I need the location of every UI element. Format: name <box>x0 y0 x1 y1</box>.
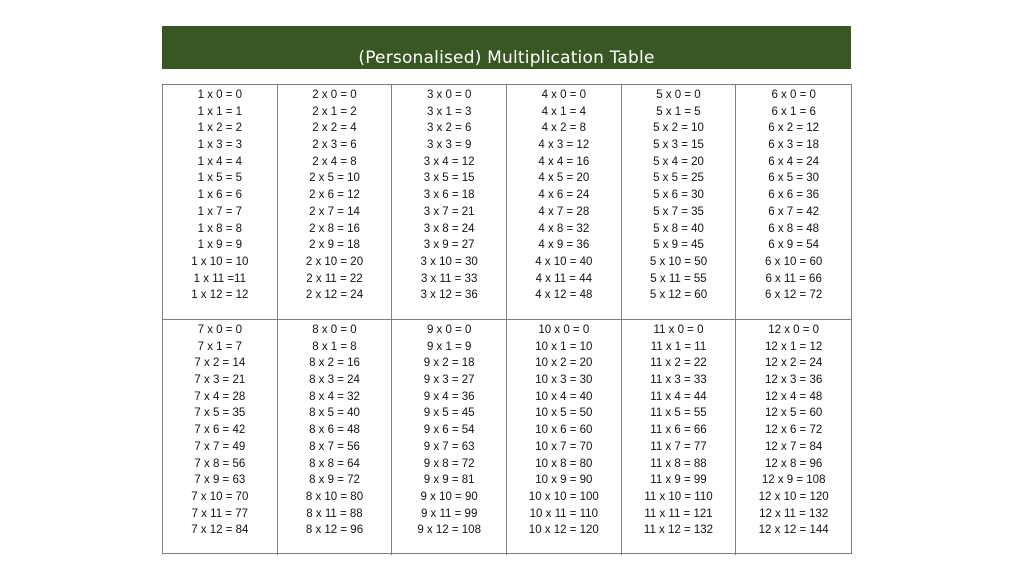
equation-line: 1 x 10 = 10 <box>191 255 249 268</box>
equation-line: 3 x 0 = 0 <box>426 89 472 101</box>
equation-line: 12 x 5 = 60 <box>765 407 823 420</box>
equation-line: 9 x 7 = 63 <box>423 440 475 453</box>
equation-line: 7 x 7 = 49 <box>194 440 246 453</box>
equation-line: 3 x 7 = 21 <box>423 205 475 218</box>
equation-line: 12 x 6 = 72 <box>765 424 823 437</box>
equation-line: 7 x 1 = 7 <box>197 340 243 353</box>
equation-line: 9 x 9 = 81 <box>423 474 475 487</box>
equation-line: 4 x 6 = 24 <box>538 189 590 202</box>
equation-line: 4 x 3 = 12 <box>538 139 590 152</box>
equation-line: 11 x 2 = 22 <box>650 357 707 370</box>
equation-line: 10 x 8 = 80 <box>535 457 593 470</box>
equation-line: 5 x 9 = 45 <box>653 239 704 252</box>
equation-line: 4 x 12 = 48 <box>535 289 593 302</box>
equation-line: 10 x 1 = 10 <box>535 340 593 353</box>
equation-line: 7 x 8 = 56 <box>194 457 246 470</box>
equation-line: 4 x 0 = 0 <box>541 89 587 101</box>
equation-line: 10 x 7 = 70 <box>535 440 593 453</box>
equation-line: 12 x 12 = 144 <box>758 524 829 537</box>
equation-line: 12 x 9 = 108 <box>761 474 826 487</box>
equation-line: 3 x 5 = 15 <box>423 172 475 185</box>
equation-line: 6 x 11 = 66 <box>765 272 822 285</box>
times-table-9 <box>392 320 507 555</box>
equation-line: 8 x 6 = 48 <box>309 424 360 437</box>
equation-line: 9 x 11 = 99 <box>420 507 478 520</box>
equation-line: 7 x 9 = 63 <box>194 474 246 487</box>
times-table-12 <box>736 320 851 555</box>
equation-line: 9 x 6 = 54 <box>423 424 475 437</box>
equation-line: 8 x 8 = 64 <box>309 457 360 470</box>
equation-line: 2 x 0 = 0 <box>312 89 357 101</box>
equation-line: 6 x 6 = 36 <box>768 189 820 202</box>
times-table-5 <box>622 85 737 320</box>
equation-line: 10 x 3 = 30 <box>535 374 593 387</box>
equation-line: 1 x 4 = 4 <box>197 155 243 168</box>
equation-line: 12 x 4 = 48 <box>765 390 823 403</box>
equation-line: 2 x 9 = 18 <box>309 239 360 252</box>
equation-line: 4 x 7 = 28 <box>538 205 590 218</box>
equation-line: 10 x 9 = 90 <box>535 474 593 487</box>
equation-line: 6 x 1 = 6 <box>771 105 816 118</box>
equation-line: 9 x 1 = 9 <box>426 340 472 353</box>
equation-line: 8 x 2 = 16 <box>309 357 360 370</box>
equation-line: 6 x 10 = 60 <box>765 255 823 268</box>
equation-line: 1 x 11 =11 <box>193 272 246 285</box>
equation-line: 5 x 11 = 55 <box>650 272 707 285</box>
equation-line: 4 x 2 = 8 <box>541 122 587 135</box>
equation-line: 1 x 2 = 2 <box>197 122 243 135</box>
equation-line: 3 x 10 = 30 <box>420 255 478 268</box>
equation-line: 6 x 2 = 12 <box>768 122 820 135</box>
equation-line: 7 x 10 = 70 <box>191 490 249 503</box>
equation-line: 10 x 6 = 60 <box>535 424 593 437</box>
equation-line: 6 x 8 = 48 <box>768 222 820 235</box>
equation-line: 3 x 2 = 6 <box>426 122 472 135</box>
equation-line: 1 x 6 = 6 <box>197 189 243 202</box>
equation-line: 9 x 5 = 45 <box>423 407 475 420</box>
equation-line: 2 x 10 = 20 <box>305 255 364 268</box>
equation-line: 8 x 3 = 24 <box>309 374 360 387</box>
equation-line: 12 x 1 = 12 <box>765 340 823 353</box>
equation-line: 10 x 5 = 50 <box>535 407 593 420</box>
equation-line: 3 x 3 = 9 <box>426 139 472 152</box>
equation-line: 7 x 6 = 42 <box>194 424 246 437</box>
equation-line: 2 x 11 = 22 <box>306 272 363 285</box>
equation-line: 2 x 5 = 10 <box>309 172 360 185</box>
equation-line: 5 x 3 = 15 <box>653 139 704 152</box>
equation-line: 5 x 12 = 60 <box>649 289 708 302</box>
page-title: (Personalised) Multiplication Table <box>358 48 655 68</box>
equation-line: 9 x 10 = 90 <box>420 490 478 503</box>
equation-line: 8 x 5 = 40 <box>309 407 360 420</box>
equation-line: 8 x 12 = 96 <box>305 524 364 537</box>
equation-line: 7 x 11 = 77 <box>191 507 249 520</box>
equation-line: 11 x 12 = 132 <box>643 524 714 537</box>
equation-line: 11 x 4 = 44 <box>650 390 707 403</box>
equation-line: 7 x 12 = 84 <box>191 524 249 537</box>
equation-line: 2 x 7 = 14 <box>309 205 360 218</box>
equation-line: 4 x 11 = 44 <box>535 272 592 285</box>
equation-line: 5 x 2 = 10 <box>653 122 704 135</box>
equation-line: 5 x 6 = 30 <box>653 189 704 202</box>
equation-line: 8 x 0 = 0 <box>312 324 357 336</box>
equation-line: 7 x 0 = 0 <box>197 324 243 336</box>
equation-line: 11 x 7 = 77 <box>650 440 707 453</box>
times-table-7 <box>163 320 278 555</box>
times-table-10 <box>507 320 622 555</box>
equation-line: 10 x 0 = 0 <box>538 324 590 336</box>
equation-line: 1 x 1 = 1 <box>197 105 243 118</box>
times-table-3 <box>392 85 507 320</box>
equation-line: 11 x 11 = 121 <box>644 507 713 520</box>
equation-line: 10 x 10 = 100 <box>528 490 599 503</box>
equation-line: 1 x 8 = 8 <box>197 222 243 235</box>
multiplication-table-grid <box>162 84 852 554</box>
title-banner <box>162 26 851 69</box>
equation-line: 3 x 9 = 27 <box>423 239 475 252</box>
equation-line: 11 x 10 = 110 <box>644 490 713 503</box>
equation-line: 3 x 6 = 18 <box>423 189 475 202</box>
equation-line: 9 x 2 = 18 <box>423 357 475 370</box>
equation-line: 4 x 8 = 32 <box>538 222 590 235</box>
equation-line: 3 x 1 = 3 <box>426 105 472 118</box>
equation-line: 8 x 1 = 8 <box>312 340 357 353</box>
equation-line: 11 x 0 = 0 <box>653 324 704 336</box>
equation-line: 5 x 8 = 40 <box>653 222 704 235</box>
equation-line: 1 x 3 = 3 <box>197 139 243 152</box>
times-table-6 <box>736 85 851 320</box>
equation-line: 2 x 2 = 4 <box>312 122 357 135</box>
equation-line: 11 x 5 = 55 <box>650 407 707 420</box>
equation-line: 2 x 12 = 24 <box>305 289 364 302</box>
equation-line: 3 x 12 = 36 <box>420 289 478 302</box>
equation-line: 8 x 4 = 32 <box>309 390 360 403</box>
equation-line: 7 x 2 = 14 <box>194 357 246 370</box>
equation-line: 4 x 9 = 36 <box>538 239 590 252</box>
equation-line: 11 x 6 = 66 <box>650 424 707 437</box>
equation-line: 4 x 4 = 16 <box>538 155 590 168</box>
equation-line: 12 x 3 = 36 <box>765 374 823 387</box>
equation-line: 2 x 3 = 6 <box>312 139 357 152</box>
equation-line: 9 x 4 = 36 <box>423 390 475 403</box>
equation-line: 5 x 10 = 50 <box>649 255 708 268</box>
equation-line: 11 x 8 = 88 <box>650 457 707 470</box>
times-table-11 <box>622 320 737 555</box>
equation-line: 9 x 0 = 0 <box>426 324 472 336</box>
equation-line: 4 x 10 = 40 <box>535 255 593 268</box>
equation-line: 12 x 7 = 84 <box>765 440 823 453</box>
equation-line: 3 x 8 = 24 <box>423 222 475 235</box>
equation-line: 5 x 4 = 20 <box>653 155 704 168</box>
equation-line: 10 x 11 = 110 <box>529 507 598 520</box>
equation-line: 6 x 4 = 24 <box>768 155 820 168</box>
equation-line: 9 x 3 = 27 <box>423 374 475 387</box>
equation-line: 11 x 3 = 33 <box>650 374 707 387</box>
equation-line: 12 x 2 = 24 <box>765 357 823 370</box>
equation-line: 3 x 11 = 33 <box>420 272 478 285</box>
equation-line: 2 x 4 = 8 <box>312 155 357 168</box>
equation-line: 6 x 0 = 0 <box>771 89 816 101</box>
equation-line: 2 x 8 = 16 <box>309 222 360 235</box>
equation-line: 8 x 7 = 56 <box>309 440 360 453</box>
equation-line: 5 x 7 = 35 <box>653 205 704 218</box>
equation-line: 7 x 4 = 28 <box>194 390 246 403</box>
equation-line: 11 x 1 = 11 <box>650 340 707 353</box>
equation-line: 12 x 0 = 0 <box>768 324 820 336</box>
equation-line: 6 x 5 = 30 <box>768 172 820 185</box>
equation-line: 4 x 1 = 4 <box>541 105 587 118</box>
equation-line: 10 x 2 = 20 <box>535 357 593 370</box>
equation-line: 6 x 7 = 42 <box>768 205 820 218</box>
equation-line: 10 x 4 = 40 <box>535 390 593 403</box>
equation-line: 6 x 3 = 18 <box>768 139 820 152</box>
times-table-8 <box>278 320 393 555</box>
equation-line: 5 x 0 = 0 <box>656 89 701 101</box>
equation-line: 8 x 10 = 80 <box>305 490 364 503</box>
equation-line: 8 x 11 = 88 <box>306 507 363 520</box>
equation-line: 1 x 0 = 0 <box>197 89 243 101</box>
equation-line: 7 x 3 = 21 <box>194 374 246 387</box>
equation-line: 6 x 9 = 54 <box>768 239 820 252</box>
times-table-4 <box>507 85 622 320</box>
equation-line: 7 x 5 = 35 <box>194 407 246 420</box>
equation-line: 12 x 8 = 96 <box>765 457 823 470</box>
equation-line: 2 x 6 = 12 <box>309 189 360 202</box>
times-table-1 <box>163 85 278 320</box>
equation-line: 9 x 12 = 108 <box>417 524 481 537</box>
equation-line: 4 x 5 = 20 <box>538 172 590 185</box>
equation-line: 9 x 8 = 72 <box>423 457 475 470</box>
equation-line: 1 x 12 = 12 <box>191 289 249 302</box>
times-table-2 <box>278 85 393 320</box>
equation-line: 1 x 7 = 7 <box>197 205 243 218</box>
equation-line: 1 x 5 = 5 <box>197 172 243 185</box>
equation-line: 8 x 9 = 72 <box>309 474 360 487</box>
equation-line: 10 x 12 = 120 <box>528 524 599 537</box>
equation-line: 5 x 1 = 5 <box>656 105 701 118</box>
equation-line: 1 x 9 = 9 <box>197 239 243 252</box>
equation-line: 6 x 12 = 72 <box>765 289 823 302</box>
equation-line: 11 x 9 = 99 <box>650 474 707 487</box>
equation-line: 5 x 5 = 25 <box>653 172 704 185</box>
equation-line: 3 x 4 = 12 <box>423 155 475 168</box>
equation-line: 12 x 10 = 120 <box>758 490 829 503</box>
equation-line: 2 x 1 = 2 <box>312 105 357 118</box>
equation-line: 12 x 11 = 132 <box>759 507 829 520</box>
